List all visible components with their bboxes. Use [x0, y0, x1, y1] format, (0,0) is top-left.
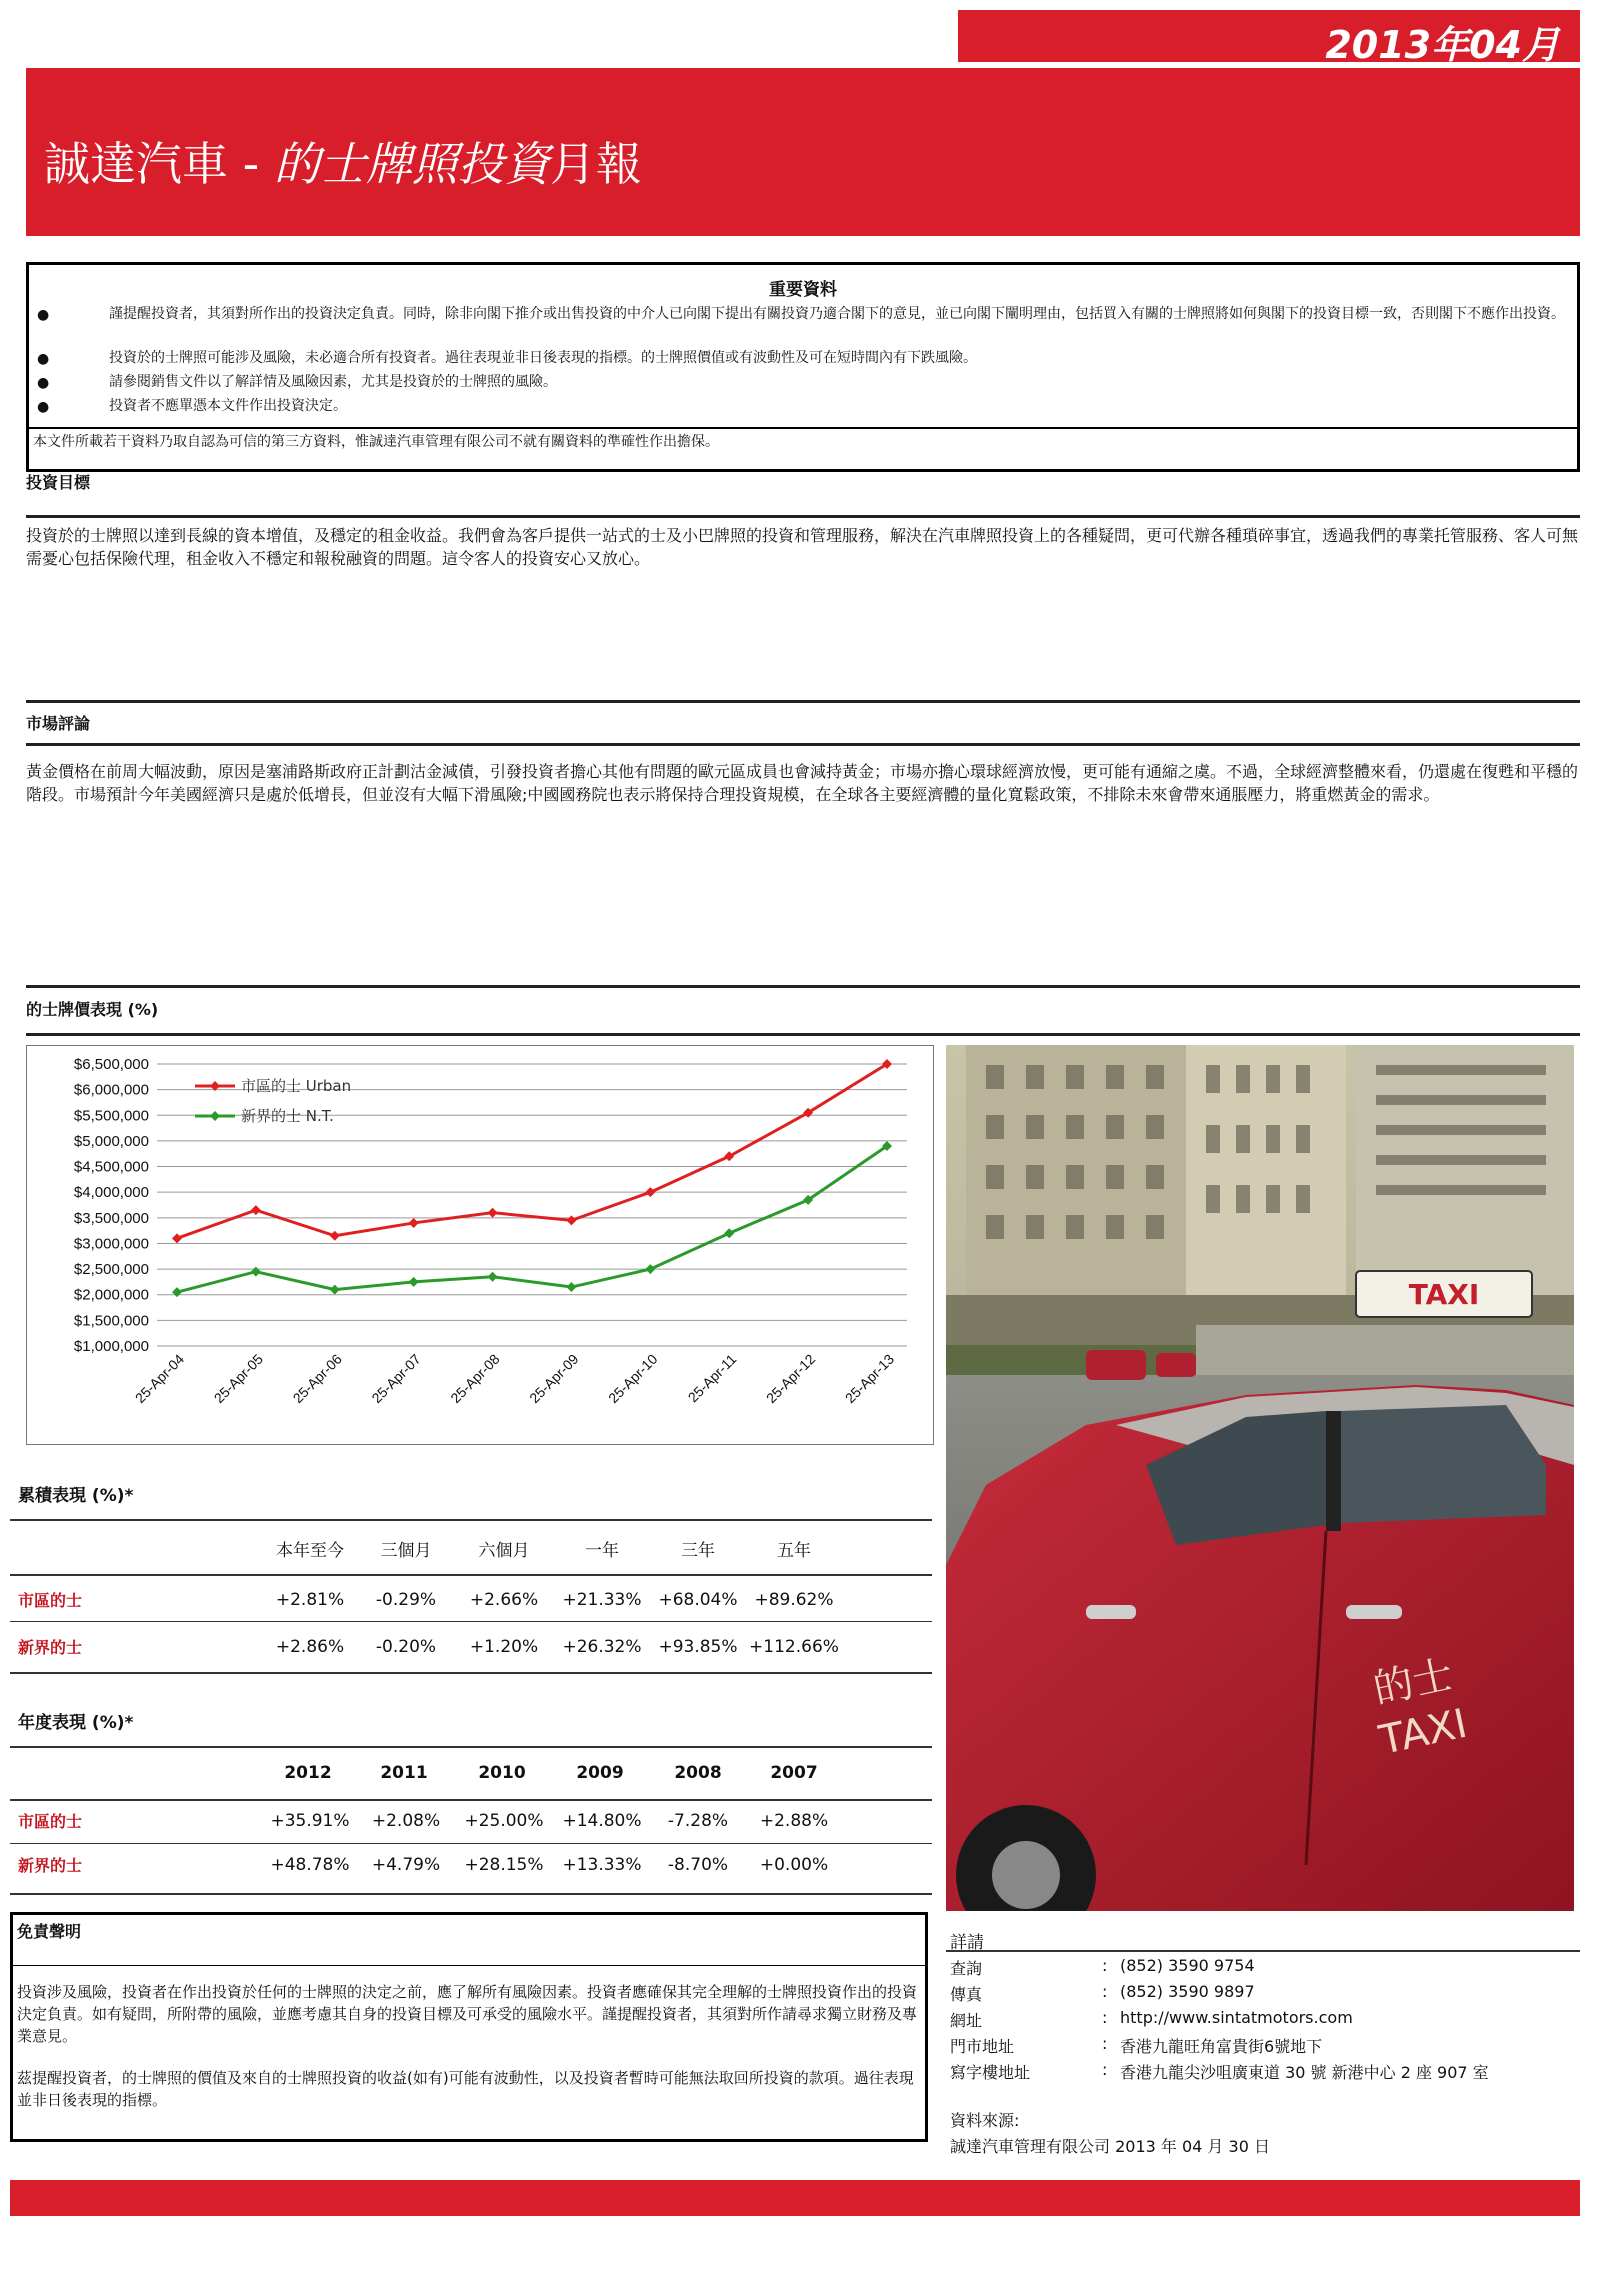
data-point: [488, 1208, 498, 1218]
data-point: [251, 1267, 261, 1277]
chart-section-heading: 的士牌價表現 (%): [26, 1000, 159, 1019]
cell: +68.04%: [658, 1590, 738, 1610]
taxi-price-chart: [26, 1045, 934, 1445]
data-point: [409, 1218, 419, 1228]
cell: +2.81%: [275, 1590, 345, 1610]
row-label-urban: 市區的士: [18, 1812, 83, 1831]
row-label-nt: 新界的士: [18, 1856, 83, 1875]
colon: :: [1102, 2034, 1108, 2053]
data-point: [724, 1228, 734, 1238]
cell: -8.70%: [667, 1855, 729, 1875]
cell: -0.20%: [375, 1637, 437, 1657]
divider: [946, 1950, 1580, 1952]
cell: +0.00%: [759, 1855, 829, 1875]
report-title: [44, 128, 642, 194]
contact-shop-address: 香港九龍旺角富貴街6號地下: [1120, 2037, 1323, 2056]
row-label-urban: 市區的士: [18, 1591, 83, 1610]
contact-label: 寫字樓地址: [950, 2063, 1031, 2082]
title-prefix: 誠達汽車 -: [44, 137, 274, 191]
market-heading: 市場評論: [26, 714, 91, 733]
cell: +25.00%: [464, 1811, 544, 1831]
colon: :: [1102, 2060, 1108, 2079]
header-date-bar: [958, 10, 1580, 67]
disclaimer-box: [10, 1912, 928, 2142]
data-point: [251, 1205, 261, 1215]
data-point: [172, 1287, 182, 1297]
cell: -0.29%: [375, 1590, 437, 1610]
contact-label: 傳真: [950, 1985, 983, 2004]
divider: [26, 1033, 1580, 1036]
cumulative-col-header: 五年: [777, 1541, 811, 1561]
header-banner: [26, 68, 1580, 236]
x-tick-label: 25-Apr-07: [368, 1350, 424, 1407]
legend-label: 新界的士 N.T.: [241, 1107, 334, 1125]
divider: [10, 1799, 932, 1801]
contact-label: 網址: [950, 2011, 983, 2030]
y-tick-label: $3,500,000: [73, 1209, 149, 1227]
y-tick-label: $5,000,000: [73, 1132, 149, 1150]
y-tick-label: $1,000,000: [73, 1338, 149, 1355]
contact-label: 門市地址: [950, 2037, 1015, 2056]
cell: +48.78%: [270, 1855, 350, 1875]
divider: [26, 515, 1580, 518]
footer-bar: [10, 2180, 1580, 2216]
title-italic: 的士牌照投資: [273, 137, 550, 191]
divider: [10, 1843, 932, 1844]
contact-heading: 詳請: [950, 1933, 984, 1953]
cell: +2.86%: [275, 1637, 345, 1657]
cell: +93.85%: [658, 1637, 738, 1657]
annual-col-header: 2012: [284, 1763, 332, 1783]
data-point: [172, 1233, 182, 1243]
cumulative-col-header: 本年至今: [276, 1541, 344, 1561]
divider: [26, 700, 1580, 703]
x-tick-label: 25-Apr-11: [684, 1350, 740, 1406]
cumulative-col-header: 三個月: [380, 1541, 432, 1561]
important-info-heading: 重要資料: [769, 280, 837, 300]
cell: +28.15%: [464, 1855, 544, 1875]
divider: [26, 985, 1580, 988]
chart-svg: [27, 1046, 933, 1444]
contact-label: 查詢: [950, 1959, 983, 1978]
annual-heading: 年度表現 (%)*: [18, 1713, 134, 1733]
y-tick-label: $4,000,000: [73, 1184, 149, 1202]
data-point: [409, 1277, 419, 1287]
cell: -7.28%: [667, 1811, 729, 1831]
legend-marker: [210, 1111, 220, 1121]
divider: [26, 743, 1580, 746]
annual-col-header: 2011: [380, 1763, 428, 1783]
cell: +89.62%: [754, 1590, 834, 1610]
taxi-photo: [946, 1045, 1574, 1911]
data-point: [645, 1264, 655, 1274]
divider: [10, 1672, 932, 1674]
divider: [10, 1621, 932, 1622]
cumulative-heading: 累積表現 (%)*: [18, 1486, 134, 1506]
report-date: 2013年04月: [1325, 23, 1560, 67]
objective-heading: 投資目標: [26, 473, 91, 492]
cell: +112.66%: [749, 1637, 839, 1657]
bullet-icon: ●: [37, 307, 50, 323]
x-tick-label: 25-Apr-04: [131, 1350, 188, 1407]
annual-col-header: 2009: [576, 1763, 624, 1783]
cell: +14.80%: [562, 1811, 642, 1831]
divider: [13, 1965, 925, 1966]
source-label: 資料來源:: [950, 2111, 1020, 2130]
cell: +26.32%: [562, 1637, 642, 1657]
bullet-icon: ●: [37, 399, 50, 415]
x-tick-label: 25-Apr-10: [605, 1350, 661, 1407]
x-tick-label: 25-Apr-06: [289, 1350, 345, 1407]
cell: +35.91%: [270, 1811, 350, 1831]
contact-website-link[interactable]: http://www.sintatmotors.com: [1120, 2008, 1353, 2027]
x-tick-label: 25-Apr-09: [526, 1350, 582, 1407]
annual-col-header: 2010: [478, 1763, 526, 1783]
source-text: 誠達汽車管理有限公司 2013 年 04 月 30 日: [950, 2137, 1270, 2156]
important-info-box: 重要資料 ● 謹提醒投資者，其須對所作出的投資決定負責。同時，除非向閣下推介或出售投資的中介人已向閣下提出有關投資乃適合閣下的意見，並已向閣下闡明理由，包括買入有關的士牌照將如何與閣下的投資目標一致，否則閣下不應作出投資。 ● 投資於的士牌照可能涉及風險，未必適合所有投資者。過往表現並非日後表現的指標。的士牌照價值或有波動性及可在短時間內有下跌風險。 ● 請參閱銷售文件以了解詳情及風險因素，尤其是投資於的士牌照的風險。 ● 投資者不應單憑本文件作出投資決定。 本文件所載若干資料乃取自認為可信的第三方資料，惟誠達汽車管理有限公司不就有關資料的準確性作出擔保。: [26, 262, 1580, 472]
y-tick-label: $1,500,000: [73, 1312, 149, 1330]
y-tick-label: $2,000,000: [73, 1286, 149, 1304]
annual-col-header: 2007: [770, 1763, 818, 1783]
y-tick-label: $6,000,000: [73, 1081, 149, 1099]
taxi-door-text-cn: 的士: [1369, 1651, 1458, 1714]
cumulative-col-header: 三年: [681, 1541, 715, 1561]
objective-text: 投資於的士牌照以達到長線的資本增值，及穩定的租金收益。我們會為客戶提供一站式的士及小巴牌照的投資和管理服務，解決在汽車牌照投資上的各種疑問，更可代辦各種瑣碎事宜，透過我們的專業托管服務、客人可無需憂心包括保險代理，租金收入不穩定和報稅融資的問題。這令客人的投資安心又放心。: [26, 526, 1579, 568]
cumulative-col-header: 一年: [585, 1541, 619, 1561]
taxi-door-text-en: TAXI: [1375, 1700, 1472, 1764]
title-suffix: 月報: [549, 137, 642, 191]
colon: :: [1102, 1956, 1108, 1975]
data-point: [330, 1285, 340, 1295]
colon: :: [1102, 2008, 1108, 2027]
x-tick-label: 25-Apr-13: [841, 1350, 898, 1407]
x-tick-label: 25-Apr-12: [762, 1350, 819, 1407]
divider: [10, 1519, 932, 1521]
divider: [10, 1893, 932, 1895]
row-label-nt: 新界的士: [18, 1638, 83, 1657]
disclaimer-para1: 投資涉及風險，投資者在作出投資於任何的士牌照的決定之前，應了解所有風險因素。投資者應確保其完全理解的士牌照投資作出的投資決定負責。如有疑問，所附帶的風險，並應考慮其自身的投資目標及可承受的風險水平。謹提醒投資者，其須對所作請尋求獨立財務及專業意見。: [17, 1983, 918, 2045]
cell: +13.33%: [562, 1855, 642, 1875]
contact-fax: (852) 3590 9897: [1120, 1982, 1255, 2001]
cell: +1.20%: [469, 1637, 539, 1657]
taxi-illustration: [946, 1045, 1574, 1911]
divider: [29, 427, 1577, 429]
bullet-icon: ●: [37, 351, 50, 367]
data-point: [645, 1187, 655, 1197]
divider: [10, 1746, 932, 1748]
contact-office-address: 香港九龍尖沙咀廣東道 30 號 新港中心 2 座 907 室: [1120, 2063, 1489, 2082]
contact-phone: (852) 3590 9754: [1120, 1956, 1255, 1975]
cell: +4.79%: [371, 1855, 441, 1875]
legend-label: 市區的士 Urban: [241, 1077, 352, 1095]
cell: +21.33%: [562, 1590, 642, 1610]
cell: +2.66%: [469, 1590, 539, 1610]
info-footer: 本文件所載若干資料乃取自認為可信的第三方資料，惟誠達汽車管理有限公司不就有關資料的準確性作出擔保。: [33, 434, 719, 450]
disclaimer-para2: 茲提醒投資者，的士牌照的價值及來自的士牌照投資的收益(如有)可能有波動性，以及投資者暫時可能無法取回所投資的款項。過往表現並非日後表現的指標。: [17, 2069, 914, 2109]
data-point: [488, 1272, 498, 1282]
colon: :: [1102, 1982, 1108, 2001]
data-point: [330, 1231, 340, 1241]
taxi-sign-text: TAXI: [1408, 1278, 1480, 1311]
y-tick-label: $5,500,000: [73, 1107, 149, 1125]
data-point: [566, 1282, 576, 1292]
market-text: 黃金價格在前周大幅波動，原因是塞浦路斯政府正計劃沽金減債，引發投資者擔心其他有問題的歐元區成員也會減持黃金；市場亦擔心環球經濟放慢，更可能有通縮之虞。不過，全球經濟整體來看，仍還處在復甦和平穩的階段。市場預計今年美國經濟只是處於低增長，但並沒有大幅下滑風險;中國國務院也表示將保持合理投資規模，在全球各主要經濟體的量化寬鬆政策，不排除未來會帶來通脹壓力，將重燃黃金的需求。: [26, 762, 1579, 804]
y-tick-label: $3,000,000: [73, 1235, 149, 1253]
data-point: [566, 1215, 576, 1225]
cell: +2.08%: [371, 1811, 441, 1831]
annual-col-header: 2008: [674, 1763, 722, 1783]
cell: +2.88%: [759, 1811, 829, 1831]
x-tick-label: 25-Apr-08: [447, 1350, 503, 1407]
y-tick-label: $4,500,000: [73, 1158, 149, 1176]
x-tick-label: 25-Apr-05: [210, 1350, 267, 1407]
y-tick-label: $6,500,000: [73, 1056, 149, 1073]
divider: [10, 1574, 932, 1576]
y-tick-label: $2,500,000: [73, 1261, 149, 1279]
cumulative-col-header: 六個月: [478, 1541, 530, 1561]
bullet-icon: ●: [37, 375, 50, 391]
disclaimer-heading: 免責聲明: [17, 1922, 82, 1941]
